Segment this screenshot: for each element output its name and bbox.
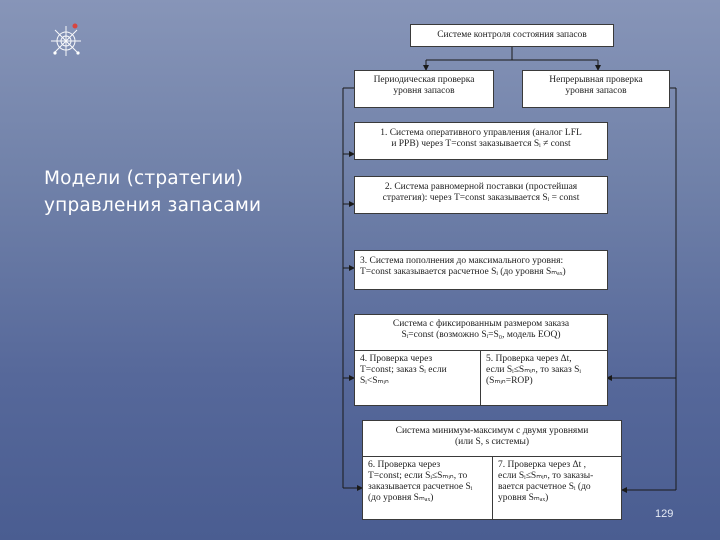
periodic-check-node: [354, 70, 494, 108]
root-node: [410, 24, 614, 47]
slide-title-line: управления запасами: [44, 195, 262, 216]
node-label-line: Периодическая проверка: [373, 75, 475, 85]
continuous-check-node: [522, 70, 670, 108]
node-label-line: вается расчетное Sᵢ (до: [498, 482, 591, 492]
root-label: Системе контроля состояния запасов: [437, 30, 587, 40]
system-6-cell: [363, 457, 493, 519]
system-4-cell: [355, 351, 481, 405]
min-max-header: [363, 421, 621, 457]
node-label-line: T=const; заказ Sᵢ если: [360, 365, 447, 375]
node-label-line: и PPB) через T=const заказывается Sᵢ ≠ const: [391, 139, 571, 149]
node-label-line: Непрерывная проверка: [549, 75, 643, 85]
node-label-line: 2. Система равномерной поставки (простейшая: [384, 182, 578, 192]
node-label-line: (до уровня Sₘₐₓ): [368, 493, 434, 503]
node-label-line: заказывается расчетное Sᵢ: [368, 482, 473, 492]
node-label-line: 1. Система оперативного управления (аналог LFL: [380, 128, 582, 138]
node-label-line: стратегия): через T=const заказывается Sᵢ = const: [382, 193, 580, 203]
node-label-line: T=const заказывается расчетное Sᵢ (до уровня Sₘₐₓ): [360, 267, 566, 277]
node-label-line: 6. Проверка через: [368, 460, 441, 470]
node-label-line: 7. Проверка через Δt ,: [498, 460, 587, 470]
node-label-line: если Sᵢ≤Sₘᵢₙ, то заказы-: [498, 471, 594, 481]
node-label-line: Sᵢ<Sₘᵢₙ: [360, 376, 389, 386]
fixed-order-size-header: [355, 315, 607, 351]
system-5-cell: [481, 351, 607, 405]
node-label-line: уровня Sₘₐₓ): [498, 493, 549, 503]
system-2-node: [354, 176, 608, 214]
node-label-line: 4. Проверка через: [360, 354, 433, 364]
node-label-line: Система минимум-максимум с двумя уровнями: [395, 426, 589, 436]
node-label-line: T=const; если Sᵢ≤Sₘᵢₙ, то: [368, 471, 468, 481]
page-number: 129: [655, 508, 674, 520]
min-max-system: [362, 420, 622, 520]
node-label-line: Система с фиксированным размером заказа: [392, 319, 570, 329]
slide-title-line: Модели (стратегии): [44, 168, 244, 189]
system-1-node: [354, 122, 608, 160]
fixed-order-size-system: [354, 314, 608, 406]
node-label-line: если Sᵢ≤Sₘᵢₙ, то заказ Sᵢ: [486, 365, 581, 375]
node-label-line: 5. Проверка через Δt,: [486, 354, 572, 364]
node-label-line: уровня запасов: [565, 86, 627, 96]
node-label-line: 3. Система пополнения до максимального уровня:: [360, 256, 564, 266]
node-label-line: (Sₘᵢₙ=ROP): [486, 376, 533, 386]
node-label-line: уровня запасов: [393, 86, 455, 96]
node-label-line: (или S, s системы): [455, 437, 529, 447]
system-7-cell: [493, 457, 621, 519]
node-label-line: Sᵢ=const (возможно Sᵢ=S₀, модель EOQ): [401, 330, 561, 340]
system-3-node: [354, 250, 608, 290]
